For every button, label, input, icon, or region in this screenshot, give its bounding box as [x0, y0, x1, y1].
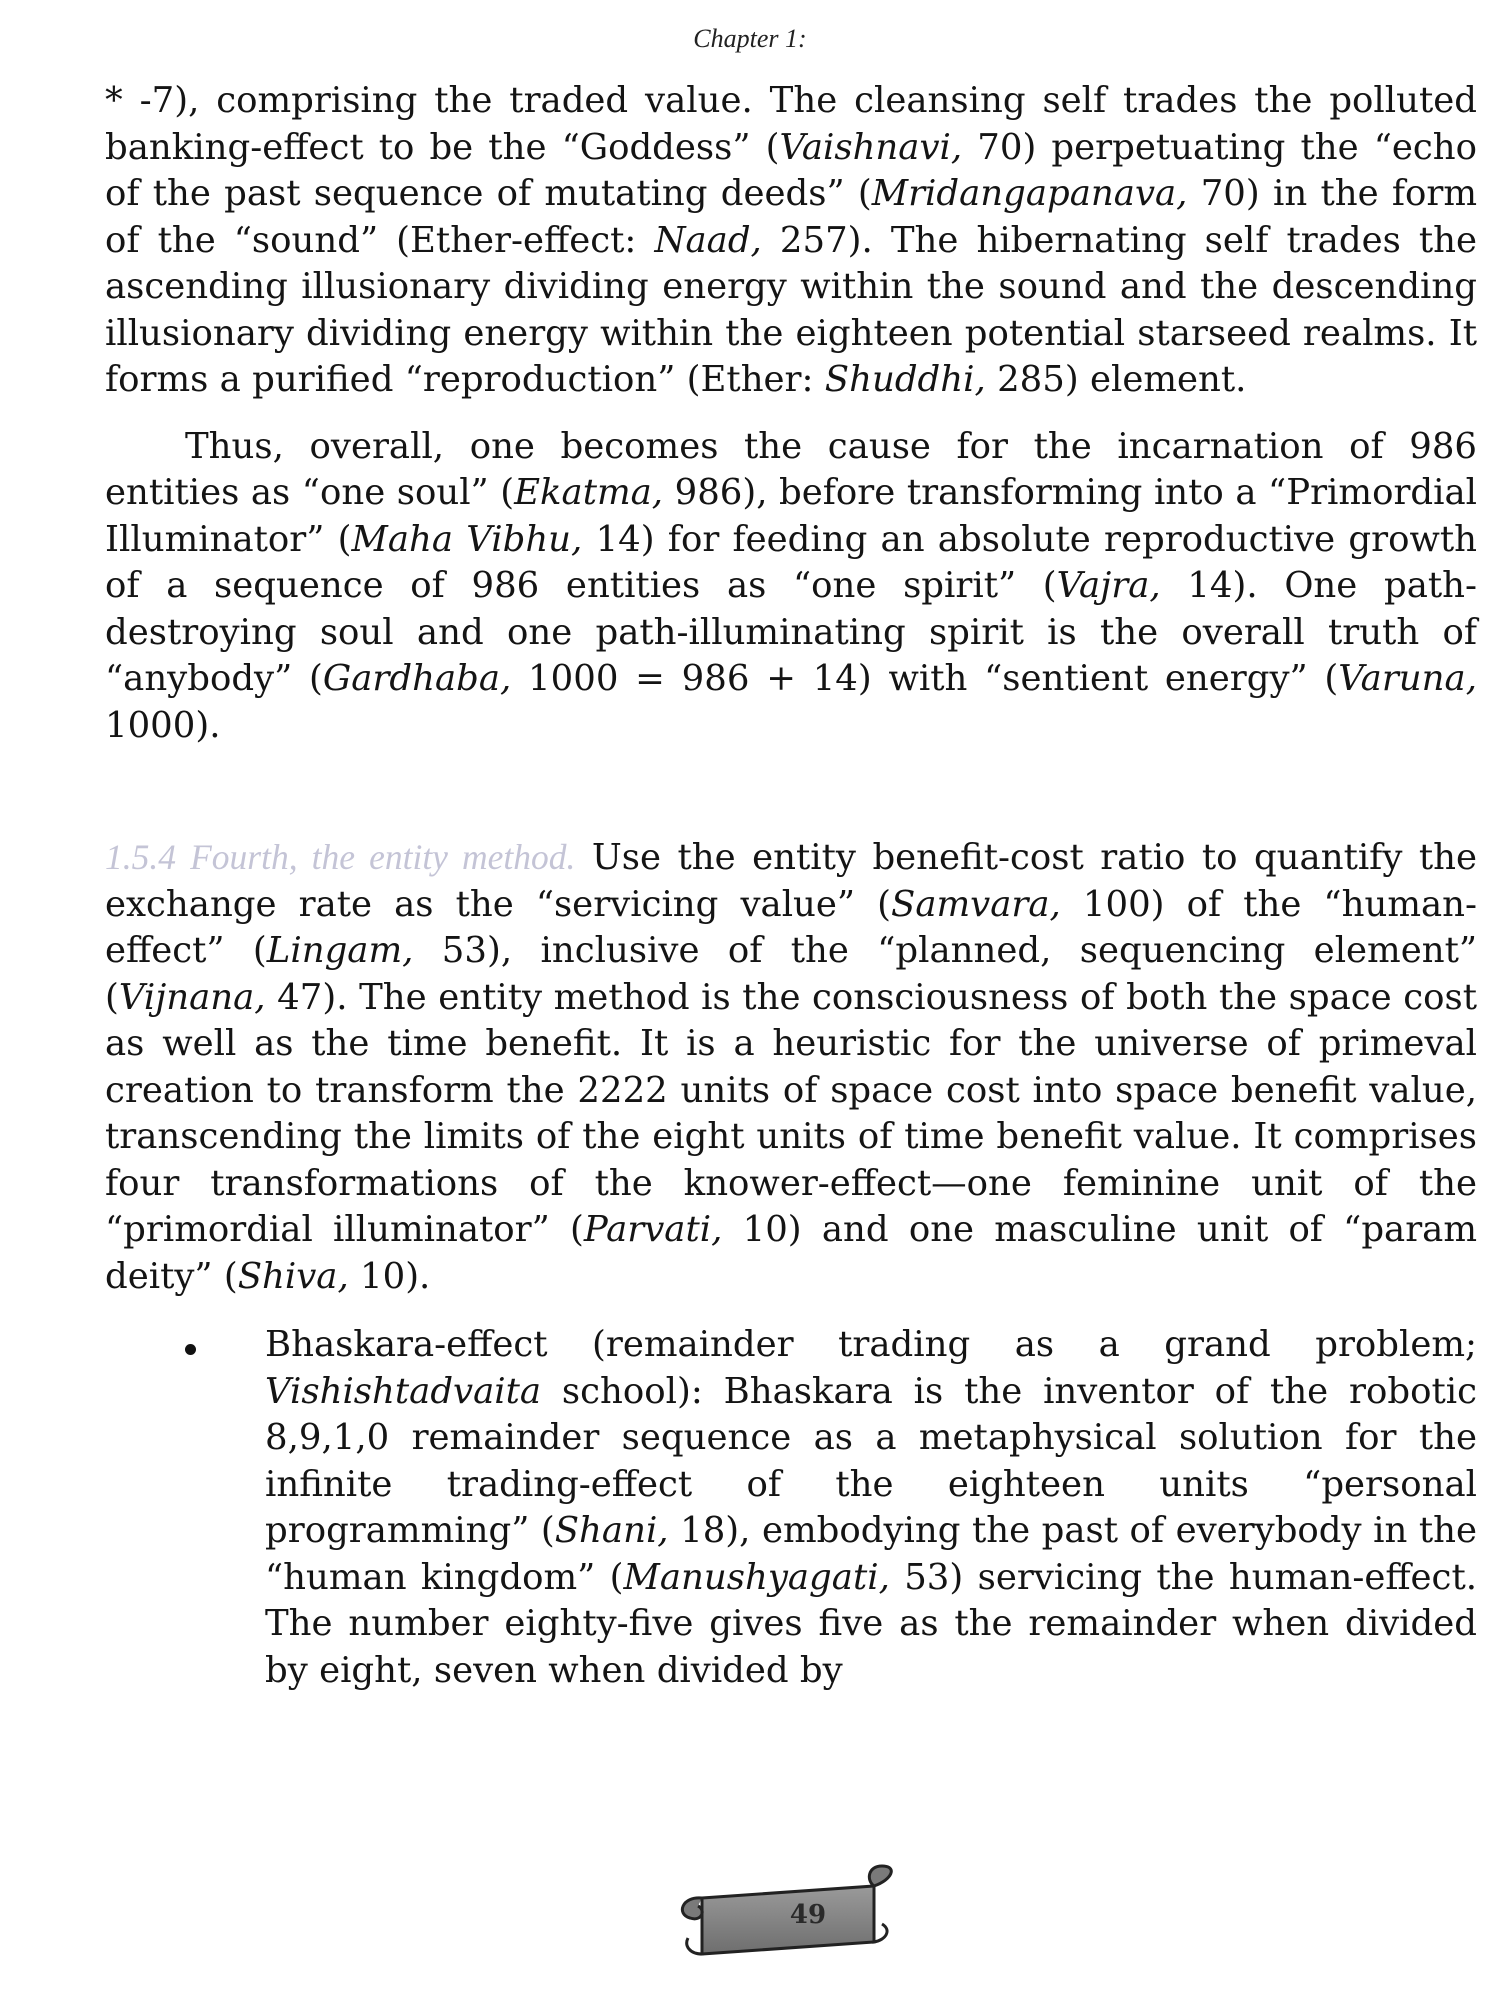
text-run: 10) and one masculine unit of “param deity” (	[105, 1209, 1478, 1297]
text-run: * -7), comprising the traded value. The cleansing self trades the polluted banking-effect to be the “Goddess” (	[105, 80, 1477, 168]
body-text	[105, 78, 1477, 1694]
italic-term: Samvara,	[891, 883, 1061, 925]
bullet-item	[105, 1322, 1477, 1694]
paragraph	[105, 834, 1477, 1300]
italic-term: Vishishtadvaita	[265, 1370, 542, 1412]
italic-term: Vaishnavi,	[779, 126, 963, 168]
text-run: 53) servicing the human-effect. The number eighty-five gives five as the remainder when divided by eight, seven when divided by	[265, 1556, 1477, 1691]
text-run: 14) for feeding an absolute reproductive growth of a sequence of 986 entities as “one spirit” (	[105, 518, 1477, 606]
text-run: Thus, overall, one becomes the cause for the incarnation of 986 entities as “one soul” (	[105, 425, 1477, 513]
italic-term: Mridangapanava,	[871, 173, 1188, 214]
italic-term: Shiva,	[237, 1255, 349, 1297]
text-run: school): Bhaskara is the inventor of the robotic 8,9,1,0 remainder sequence as a metaphysical solution for the infinite trading-effect of the eighteen units “personal programming” (	[265, 1370, 1477, 1551]
italic-term: Maha Vibhu,	[351, 518, 583, 560]
text-run: 1000 = 986 + 14) with “sentient energy” (	[511, 658, 1339, 699]
text-run: 986), before transforming into a “Primordial Illuminator” (	[105, 472, 1478, 560]
text-run: 100) of the “human-effect” (	[105, 883, 1477, 971]
text-run: 285) element.	[985, 359, 1247, 400]
text-run: Use the entity benefit-cost ratio to quantify the exchange rate as the “servicing value” (	[105, 837, 1478, 925]
italic-term: Lingam,	[266, 930, 414, 971]
section-heading: 1.5.4 Fourth, the entity method.	[105, 837, 576, 877]
italic-term: Naad,	[654, 219, 762, 261]
paragraph	[105, 424, 1477, 750]
text-run: 47). The entity method is the consciousness of both the space cost as well as the time benefit. It is a heuristic for the universe of primeval creation to transform the 2222 units of space cost into space benefit value, transcending the limits of the eight units of time benefit value. It comprises four transformations of the knower-effect—one feminine unit of the “primordial illuminator” (	[105, 976, 1477, 1250]
text-run: Bhaskara-effect (remainder trading as a grand problem;	[265, 1324, 1477, 1365]
italic-term: Ekatma,	[514, 472, 664, 513]
bullet-text	[265, 1322, 1477, 1694]
bullet-icon	[185, 1344, 196, 1355]
page-number: 49	[789, 1900, 827, 1930]
italic-term: Vajra,	[1056, 565, 1161, 606]
text-run: 70) in the form of the “sound” (Ether-effect:	[105, 173, 1477, 261]
text-run: 53), inclusive of the “planned, sequencing element” (	[105, 930, 1478, 1018]
running-head: Chapter 1:	[693, 24, 807, 53]
italic-term: Parvati,	[583, 1209, 723, 1250]
text-run: 257). The hibernating self trades the ascending illusionary dividing energy within the sound and the descending illusionary dividing energy within the eighteen potential starseed realms. It forms a purified “reproduction” (Ether:	[105, 219, 1477, 400]
text-run: 10).	[348, 1255, 431, 1297]
italic-term: Shani,	[554, 1510, 669, 1551]
italic-term: Vijnana,	[118, 976, 266, 1018]
text-run: 1000).	[105, 704, 221, 746]
page-number-scroll	[668, 1862, 904, 1958]
text-run: 70) perpetuating the “echo of the past sequence of mutating deeds” (	[105, 126, 1477, 214]
text-run: 18), embodying the past of everybody in the “human kingdom” (	[265, 1510, 1477, 1598]
paragraph	[105, 78, 1477, 404]
text-run: 14). One path-destroying soul and one path-illuminating spirit is the overall truth of “anybody” (	[105, 565, 1477, 699]
italic-term: Shuddhi,	[824, 359, 986, 400]
italic-term: Gardhaba,	[322, 658, 512, 699]
italic-term: Varuna,	[1338, 658, 1477, 699]
italic-term: Manushyagati,	[623, 1556, 890, 1598]
